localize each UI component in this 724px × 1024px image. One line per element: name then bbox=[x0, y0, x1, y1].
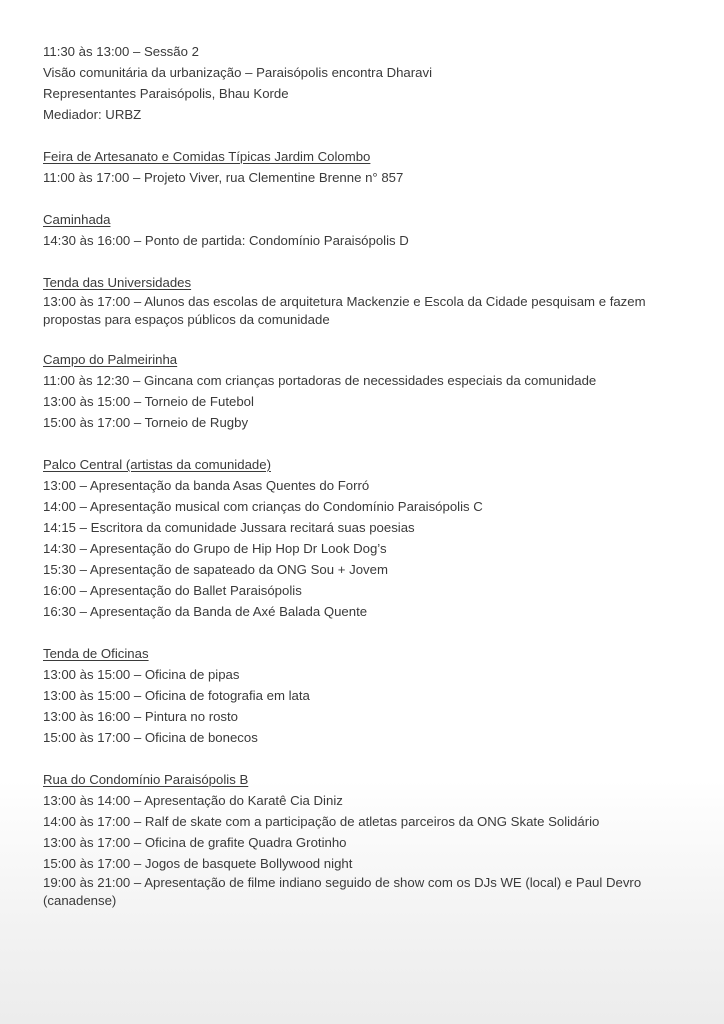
session-title: Visão comunitária da urbanização – Paraisópolis encontra Dharavi bbox=[43, 65, 433, 80]
schedule-item: 11:00 às 17:00 – Projeto Viver, rua Clementine Brenne n° 857 bbox=[43, 170, 404, 185]
section-tenda-oficinas bbox=[43, 643, 684, 748]
section-heading: Tenda de Oficinas bbox=[43, 646, 149, 661]
section-heading: Rua do Condomínio Paraisópolis B bbox=[43, 772, 249, 787]
schedule-item: 13:00 – Apresentação da banda Asas Quentes do Forró bbox=[43, 478, 370, 493]
schedule-item: 14:15 – Escritora da comunidade Jussara recitará suas poesias bbox=[43, 520, 415, 535]
section-heading: Caminhada bbox=[43, 212, 111, 227]
schedule-item: 15:00 às 17:00 – Jogos de basquete Bollywood night bbox=[43, 856, 353, 871]
schedule-item: 13:00 às 17:00 – Oficina de grafite Quadra Grotinho bbox=[43, 835, 347, 850]
schedule-item: 15:00 às 17:00 – Oficina de bonecos bbox=[43, 730, 258, 745]
section-rua-condominio-b bbox=[43, 769, 684, 909]
schedule-item: 14:30 às 16:00 – Ponto de partida: Condomínio Paraisópolis D bbox=[43, 233, 409, 248]
schedule-item: 13:00 às 17:00 – Alunos das escolas de arquitetura Mackenzie e Escola da Cidade pesquisam e fazem propostas para espaços públicos da comunidade bbox=[43, 294, 646, 327]
schedule-item: 15:00 às 17:00 – Torneio de Rugby bbox=[43, 415, 249, 430]
schedule-item: 16:00 – Apresentação do Ballet Paraisópolis bbox=[43, 583, 302, 598]
section-caminhada bbox=[43, 209, 684, 251]
session-mediator: Mediador: URBZ bbox=[43, 107, 142, 122]
schedule-item: 13:00 às 16:00 – Pintura no rosto bbox=[43, 709, 239, 724]
section-heading: Palco Central (artistas da comunidade) bbox=[43, 457, 271, 472]
section-campo-palmeirinha bbox=[43, 349, 684, 433]
schedule-item: 11:00 às 12:30 – Gincana com crianças portadoras de necessidades especiais da comunidade bbox=[43, 373, 597, 388]
section-tenda-universidades bbox=[43, 272, 684, 328]
section-heading: Campo do Palmeirinha bbox=[43, 352, 178, 367]
schedule-item: 13:00 às 14:00 – Apresentação do Karatê Cia Diniz bbox=[43, 793, 343, 808]
schedule-item: 14:00 às 17:00 – Ralf de skate com a participação de atletas parceiros da ONG Skate Solidário bbox=[43, 814, 600, 829]
session-speakers: Representantes Paraisópolis, Bhau Korde bbox=[43, 86, 289, 101]
schedule-item: 14:00 – Apresentação musical com crianças do Condomínio Paraisópolis C bbox=[43, 499, 483, 514]
section-heading: Feira de Artesanato e Comidas Típicas Jardim Colombo bbox=[43, 149, 371, 164]
section-heading: Tenda das Universidades bbox=[43, 275, 192, 290]
session-block bbox=[43, 41, 684, 125]
schedule-item: 13:00 às 15:00 – Oficina de pipas bbox=[43, 667, 240, 682]
schedule-item: 15:30 – Apresentação de sapateado da ONG Sou + Jovem bbox=[43, 562, 388, 577]
section-palco-central bbox=[43, 454, 684, 622]
section-feira bbox=[43, 146, 684, 188]
schedule-item: 13:00 às 15:00 – Oficina de fotografia em lata bbox=[43, 688, 310, 703]
schedule-item: 19:00 às 21:00 – Apresentação de filme indiano seguido de show com os DJs WE (local) e Paul Devro (canadense) bbox=[43, 875, 642, 908]
schedule-item: 13:00 às 15:00 – Torneio de Futebol bbox=[43, 394, 254, 409]
schedule-item: 14:30 – Apresentação do Grupo de Hip Hop Dr Look Dog’s bbox=[43, 541, 387, 556]
schedule-item: 16:30 – Apresentação da Banda de Axé Balada Quente bbox=[43, 604, 368, 619]
session-time: 11:30 às 13:00 – Sessão 2 bbox=[43, 44, 199, 59]
